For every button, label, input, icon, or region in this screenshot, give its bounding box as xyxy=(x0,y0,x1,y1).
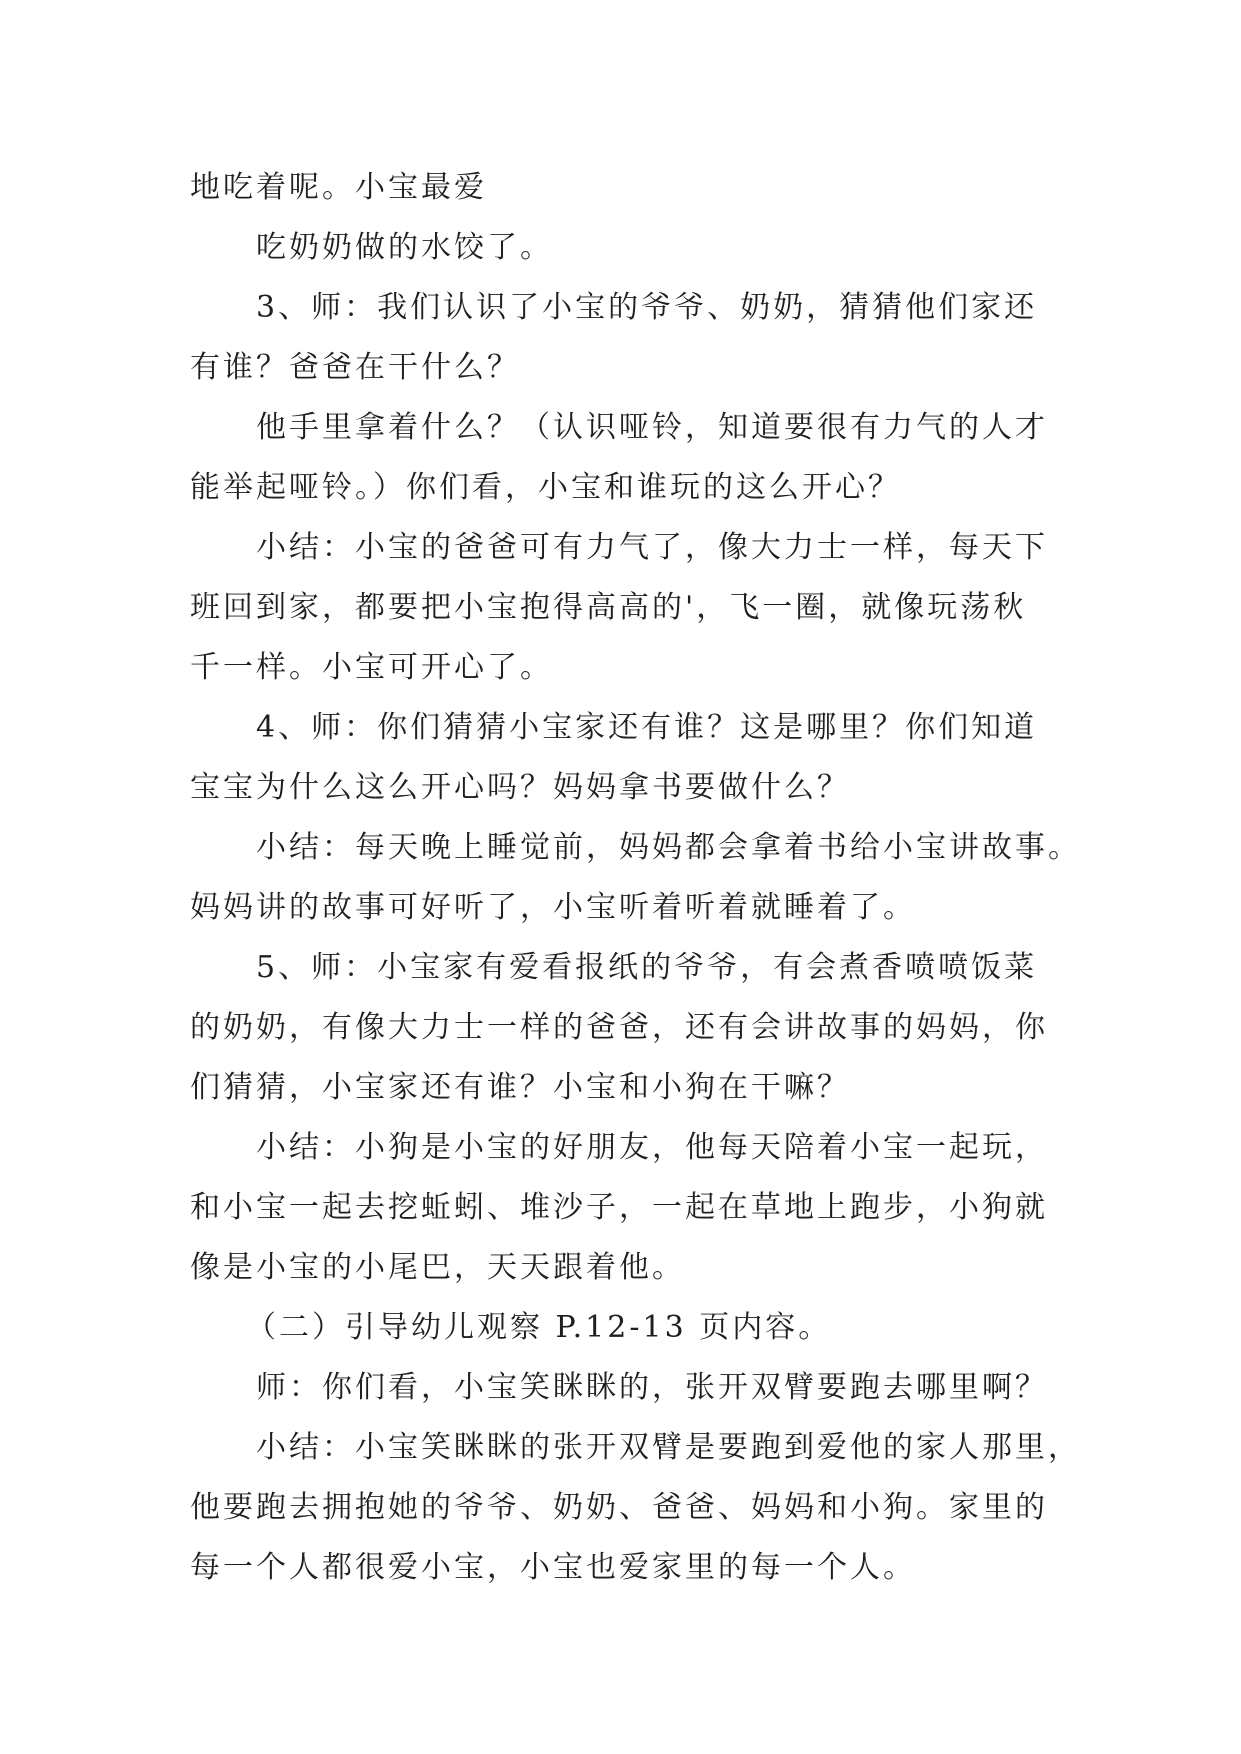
text-line: 地吃着呢。小宝最爱 xyxy=(190,170,487,205)
text-line: 能举起哑铃。）你们看，小宝和谁玩的这么开心？ xyxy=(190,470,901,505)
text-line: 小结：小狗是小宝的好朋友，他每天陪着小宝一起玩， xyxy=(256,1130,1048,1165)
text-line: 班回到家，都要把小宝抱得高高的'，飞一圈，就像玩荡秋 xyxy=(190,590,1027,625)
text-line: 他要跑去拥抱她的爷爷、奶奶、爸爸、妈妈和小狗。家里的 xyxy=(190,1490,1048,1525)
text-line: 吃奶奶做的水饺了。 xyxy=(256,230,553,265)
text-line: 他手里拿着什么？（认识哑铃，知道要很有力气的人才 xyxy=(256,410,1048,445)
text-line: 4、师：你们猜猜小宝家还有谁？这是哪里？你们知道 xyxy=(256,710,1038,745)
text-line: 小结：小宝的爸爸可有力气了，像大力士一样，每天下 xyxy=(256,530,1048,565)
text-line: 们猜猜，小宝家还有谁？小宝和小狗在干嘛？ xyxy=(190,1070,850,1105)
text-line: 有谁？爸爸在干什么？ xyxy=(190,350,520,385)
document-body xyxy=(190,158,1081,1598)
text-line: 宝宝为什么这么开心吗？妈妈拿书要做什么？ xyxy=(190,770,850,805)
text-line: 的奶奶，有像大力士一样的爸爸，还有会讲故事的妈妈，你 xyxy=(190,1010,1048,1045)
text-line: 像是小宝的小尾巴，天天跟着他。 xyxy=(190,1250,685,1285)
text-line: 妈妈讲的故事可好听了，小宝听着听着就睡着了。 xyxy=(190,890,916,925)
text-line: 千一样。小宝可开心了。 xyxy=(190,650,553,685)
text-line: 每一个人都很爱小宝，小宝也爱家里的每一个人。 xyxy=(190,1550,916,1585)
text-line: 师：你们看，小宝笑眯眯的，张开双臂要跑去哪里啊？ xyxy=(256,1370,1048,1405)
text-line: 和小宝一起去挖蚯蚓、堆沙子，一起在草地上跑步，小狗就 xyxy=(190,1190,1048,1225)
text-line: 小结：每天晚上睡觉前，妈妈都会拿着书给小宝讲故事。 xyxy=(256,830,1081,865)
text-line: 小结：小宝笑眯眯的张开双臂是要跑到爱他的家人那里， xyxy=(256,1430,1081,1465)
section-heading: （二）引导幼儿观察 P.12-13 页内容。 xyxy=(246,1310,832,1345)
text-line: 5、师：小宝家有爱看报纸的爷爷，有会煮香喷喷饭菜 xyxy=(256,950,1038,985)
text-line: 3、师：我们认识了小宝的爷爷、奶奶，猜猜他们家还 xyxy=(256,290,1038,325)
